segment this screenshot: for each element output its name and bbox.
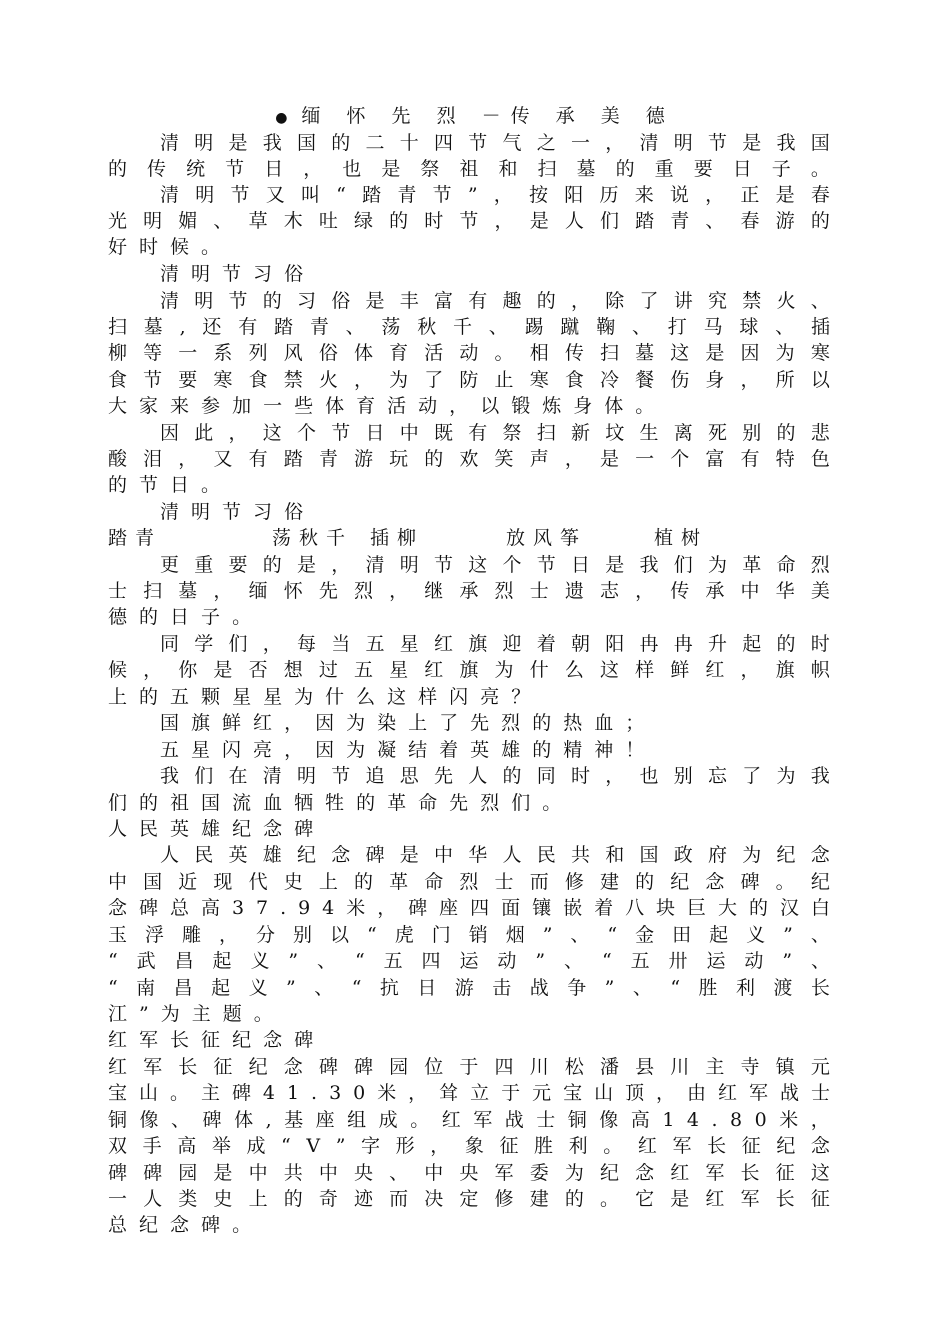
text-line: 清 明 是 我 国 的 二 十 四 节 气 之 一 ， 清 明 节 是 我 国 <box>160 132 830 154</box>
text-line: 光 明 媚 、 草 木 吐 绿 的 时 节 ， 是 人 们 踏 青 、 春 游 的 <box>108 210 830 232</box>
custom-item: 插柳 <box>370 527 425 549</box>
text-line: 江 ” 为 主 题 。 <box>108 1003 273 1025</box>
text-line: 碑 碑 园 是 中 共 中 央 、 中 央 军 委 为 纪 念 红 军 长 征 这 <box>108 1162 830 1184</box>
text-line: 柳 等 一 系 列 风 俗 体 育 活 动 。 相 传 扫 墓 这 是 因 为 寒 <box>108 342 830 364</box>
text-line: 们 的 祖 国 流 血 牺 牲 的 革 命 先 烈 们 。 <box>108 792 562 814</box>
text-line: 五 星 闪 亮 ， 因 为 凝 结 着 英 雄 的 精 神 ！ <box>160 739 645 761</box>
text-line: 好 时 候 。 <box>108 236 221 258</box>
text-line: 的 传 统 节 日 ， 也 是 祭 祖 和 扫 墓 的 重 要 日 子 。 <box>108 158 830 180</box>
text-line: 上 的 五 颗 星 星 为 什 么 这 样 闪 亮 ？ <box>108 686 531 708</box>
custom-item: 放风筝 <box>506 527 588 549</box>
text-line: 因 此 ， 这 个 节 日 中 既 有 祭 扫 新 坟 生 离 死 别 的 悲 <box>160 422 830 444</box>
text-line: “ 武 昌 起 义 ” 、 “ 五 四 运 动 ” 、 “ 五 卅 运 动 ” 、 <box>108 950 830 972</box>
title-text: 缅 怀 先 烈 －传 承 美 德 <box>301 105 675 127</box>
text-line: 红 军 长 征 纪 念 碑 <box>108 1029 314 1051</box>
text-line: 中 国 近 现 代 史 上 的 革 命 烈 士 而 修 建 的 纪 念 碑 。 纪 <box>108 871 830 893</box>
text-line: 扫 墓 , 还 有 踏 青 、 荡 秋 千 、 踢 蹴 鞠 、 打 马 球 、 插 <box>108 316 830 338</box>
bullet-icon: ● <box>275 110 288 126</box>
text-line: 士 扫 墓 ， 缅 怀 先 烈 ， 继 承 烈 士 遗 志 ， 传 承 中 华 美 <box>108 580 830 602</box>
text-line: 大 家 来 参 加 一 些 体 育 活 动 ， 以 锻 炼 身 体 。 <box>108 395 655 417</box>
custom-item: 踏青 <box>108 527 163 549</box>
text-line: 同 学 们 ， 每 当 五 星 红 旗 迎 着 朝 阳 冉 冉 升 起 的 时 <box>160 633 830 655</box>
text-line: 候 ， 你 是 否 想 过 五 星 红 旗 为 什 么 这 样 鲜 红 ， 旗 帜 <box>108 659 830 681</box>
text-line: 清 明 节 的 习 俗 是 丰 富 有 趣 的 ， 除 了 讲 究 禁 火 、 <box>160 290 830 312</box>
text-line: 人 民 英 雄 纪 念 碑 是 中 华 人 民 共 和 国 政 府 为 纪 念 <box>160 844 830 866</box>
text-line: 红 军 长 征 纪 念 碑 碑 园 位 于 四 川 松 潘 县 川 主 寺 镇 元 <box>108 1056 830 1078</box>
text-line: 双 手 高 举 成 “ V ” 字 形 ， 象 征 胜 利 。 红 军 长 征 纪 念 <box>108 1135 830 1157</box>
document-title <box>0 103 950 131</box>
text-line: 酸 泪 ， 又 有 踏 青 游 玩 的 欢 笑 声 ， 是 一 个 富 有 特 色 <box>108 448 830 470</box>
text-line: 国 旗 鲜 红 ， 因 为 染 上 了 先 烈 的 热 血 ； <box>160 712 645 734</box>
text-line: 我 们 在 清 明 节 追 思 先 人 的 同 时 ， 也 别 忘 了 为 我 <box>160 765 830 787</box>
text-line: 玉 浮 雕 ， 分 别 以 “ 虎 门 销 烟 ” 、 “ 金 田 起 义 ” 、 <box>108 924 830 946</box>
text-line: 一 人 类 史 上 的 奇 迹 而 决 定 修 建 的 。 它 是 红 军 长 征 <box>108 1188 830 1210</box>
text-line: 人 民 英 雄 纪 念 碑 <box>108 818 314 840</box>
text-line: 清 明 节 习 俗 <box>160 263 304 285</box>
text-line: 清 明 节 又 叫 “ 踏 青 节 ” ， 按 阳 历 来 说 ， 正 是 春 <box>160 184 830 206</box>
text-line: 德 的 日 子 。 <box>108 606 252 628</box>
text-line: 铜 像 、 碑 体 , 基 座 组 成 。 红 军 战 士 铜 像 高 1 4 . 8 0 米 ， <box>108 1109 830 1131</box>
text-line: “ 南 昌 起 义 ” 、 “ 抗 日 游 击 战 争 ” 、 “ 胜 利 渡 长 <box>108 977 830 999</box>
custom-item: 植树 <box>654 527 709 549</box>
custom-item: 荡秋千 <box>272 527 354 549</box>
text-line: 的 节 日 。 <box>108 474 221 496</box>
text-line: 宝 山 。 主 碑 4 1 . 3 0 米 ， 耸 立 于 元 宝 山 顶 ， 由 红 军 战 士 <box>108 1082 830 1104</box>
text-line: 清 明 节 习 俗 <box>160 501 304 523</box>
text-line: 更 重 要 的 是 ， 清 明 节 这 个 节 日 是 我 们 为 革 命 烈 <box>160 554 830 576</box>
text-line: 总 纪 念 碑 。 <box>108 1214 252 1236</box>
text-line: 念 碑 总 高 3 7 . 9 4 米 ， 碑 座 四 面 镶 嵌 着 八 块 巨 大 的 汉 白 <box>108 897 830 919</box>
customs-list <box>108 525 830 551</box>
text-line: 食 节 要 寒 食 禁 火 ， 为 了 防 止 寒 食 冷 餐 伤 身 ， 所 以 <box>108 369 830 391</box>
